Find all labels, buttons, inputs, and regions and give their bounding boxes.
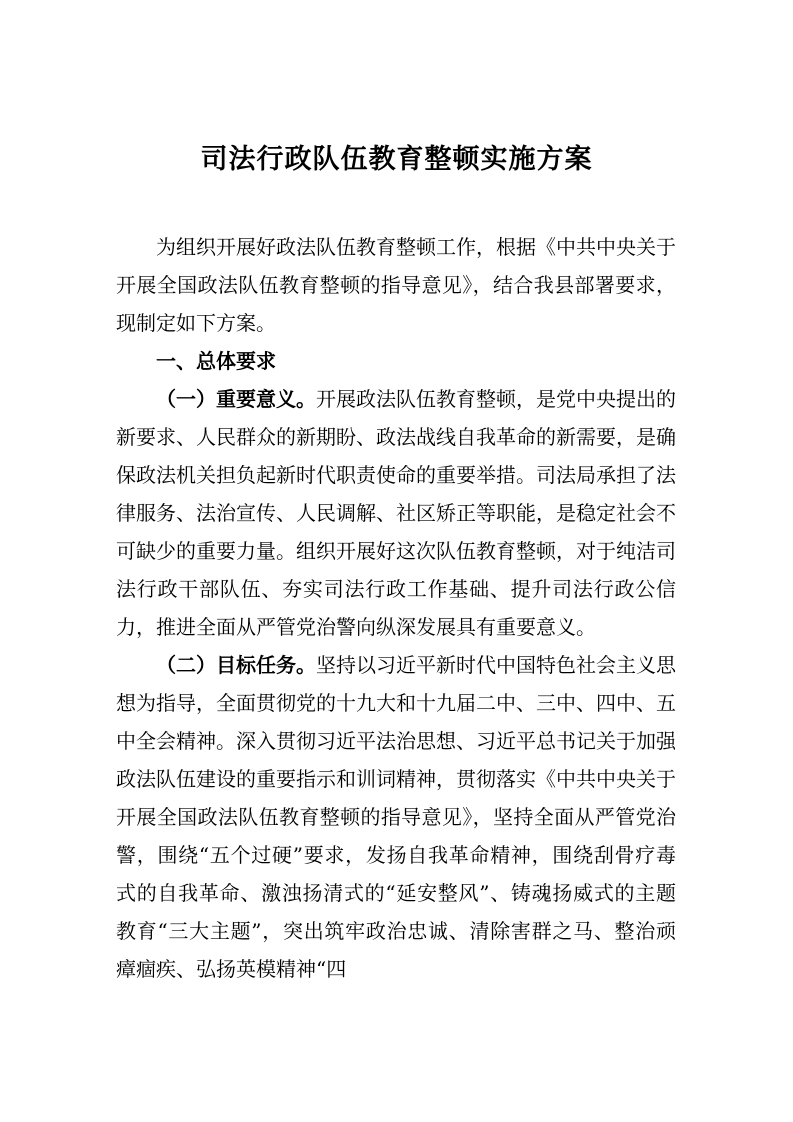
intro-paragraph: 为组织开展好政法队伍教育整顿工作，根据《中共中央关于开展全国政法队伍教育整顿的指导意见》，结合我县部署要求，现制定如下方案。 (116, 235, 676, 335)
subheading-importance: （一）重要意义。 (156, 387, 316, 411)
paragraph-objectives (116, 646, 676, 988)
section-heading-general-requirements: 一、总体要求 (156, 349, 276, 373)
paragraph-objectives-text: 坚持以习近平新时代中国特色社会主义思想为指导，全面贯彻党的十九大和十九届二中、三中、四中、五中全会精神。深入贯彻习近平法治思想、习近平总书记关于加强政法队伍建设的重要指示和训词精神，贯彻落实《中共中央关于开展全国政法队伍教育整顿的指导意见》，坚持全面从严管党治警，围绕“五个过硬”要求，发扬自我革命精神，围绕刮骨疗毒式的自我革命、激浊扬清式的“延安整风”、铸魂扬威式的主题教育“三大主题”，突出筑牢政治忠诚、清除害群之马、整治顽瘴痼疾、弘扬英模精神“四 (116, 653, 676, 981)
subheading-objectives: （二）目标任务。 (156, 653, 316, 677)
paragraph-importance-text: 开展政法队伍教育整顿，是党中央提出的新要求、人民群众的新期盼、政法战线自我革命的新需要，是确保政法机关担负起新时代职责使命的重要举措。司法局承担了法律服务、法治宣传、人民调解、社区矫正等职能，是稳定社会不可缺少的重要力量。组织开展好这次队伍教育整顿，对于纯洁司法行政干部队伍、夯实司法行政工作基础、提升司法行政公信力，推进全面从严管党治警向纵深发展具有重要意义。 (116, 387, 676, 639)
document-title: 司法行政队伍教育整顿实施方案 (200, 144, 593, 175)
paragraph-importance (116, 380, 676, 646)
document-body (116, 228, 676, 988)
